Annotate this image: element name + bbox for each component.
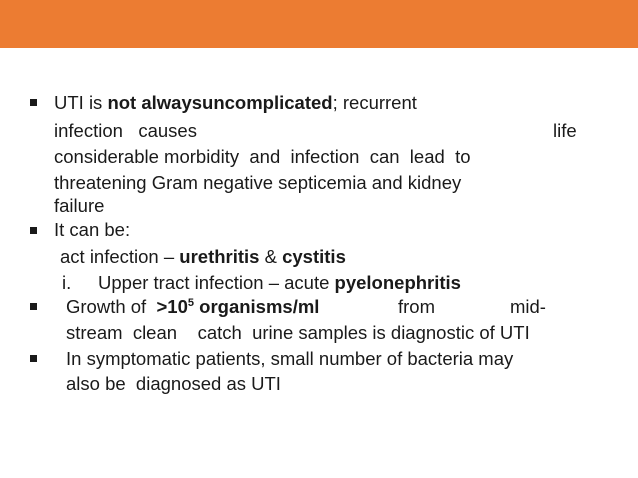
bullet-2-sub-i-marker: i. [62, 272, 72, 293]
bullet-1-line-5: failure [54, 195, 105, 216]
bullet-1-line-4: threatening Gram negative septicemia and kidney [54, 172, 462, 193]
bullet-4-line-1: In symptomatic patients, small number of bacteria may [66, 348, 514, 369]
bullet-marker [30, 227, 37, 234]
bullet-3-from: from [398, 296, 435, 317]
bullet-4-line-2: also be diagnosed as UTI [66, 373, 281, 394]
bullet-2-sub-a: act infection – urethritis & cystitis [60, 246, 346, 267]
bullet-marker [30, 99, 37, 106]
bullet-3-line-2: stream clean catch urine samples is diagnostic of UTI [66, 322, 530, 343]
bullet-2-label: It can be: [54, 219, 131, 240]
bullet-1-line-2-right: life [553, 120, 577, 141]
bullet-1-line-2: infection causes [54, 120, 197, 141]
bullet-marker [30, 355, 37, 362]
bullet-3-line-1: Growth of $>10^5$ organisms/ml [66, 296, 320, 317]
bullet-1-line-3: considerable morbidity and infection can lead to [54, 146, 471, 167]
bullet-2-sub-i: Upper tract infection – acute pyelonephritis [98, 272, 461, 293]
bullet-marker [30, 303, 37, 310]
bullet-3-mid: mid- [510, 296, 546, 317]
bullet-1-line-1: UTI is not alwaysuncomplicated; recurrent [54, 92, 417, 113]
